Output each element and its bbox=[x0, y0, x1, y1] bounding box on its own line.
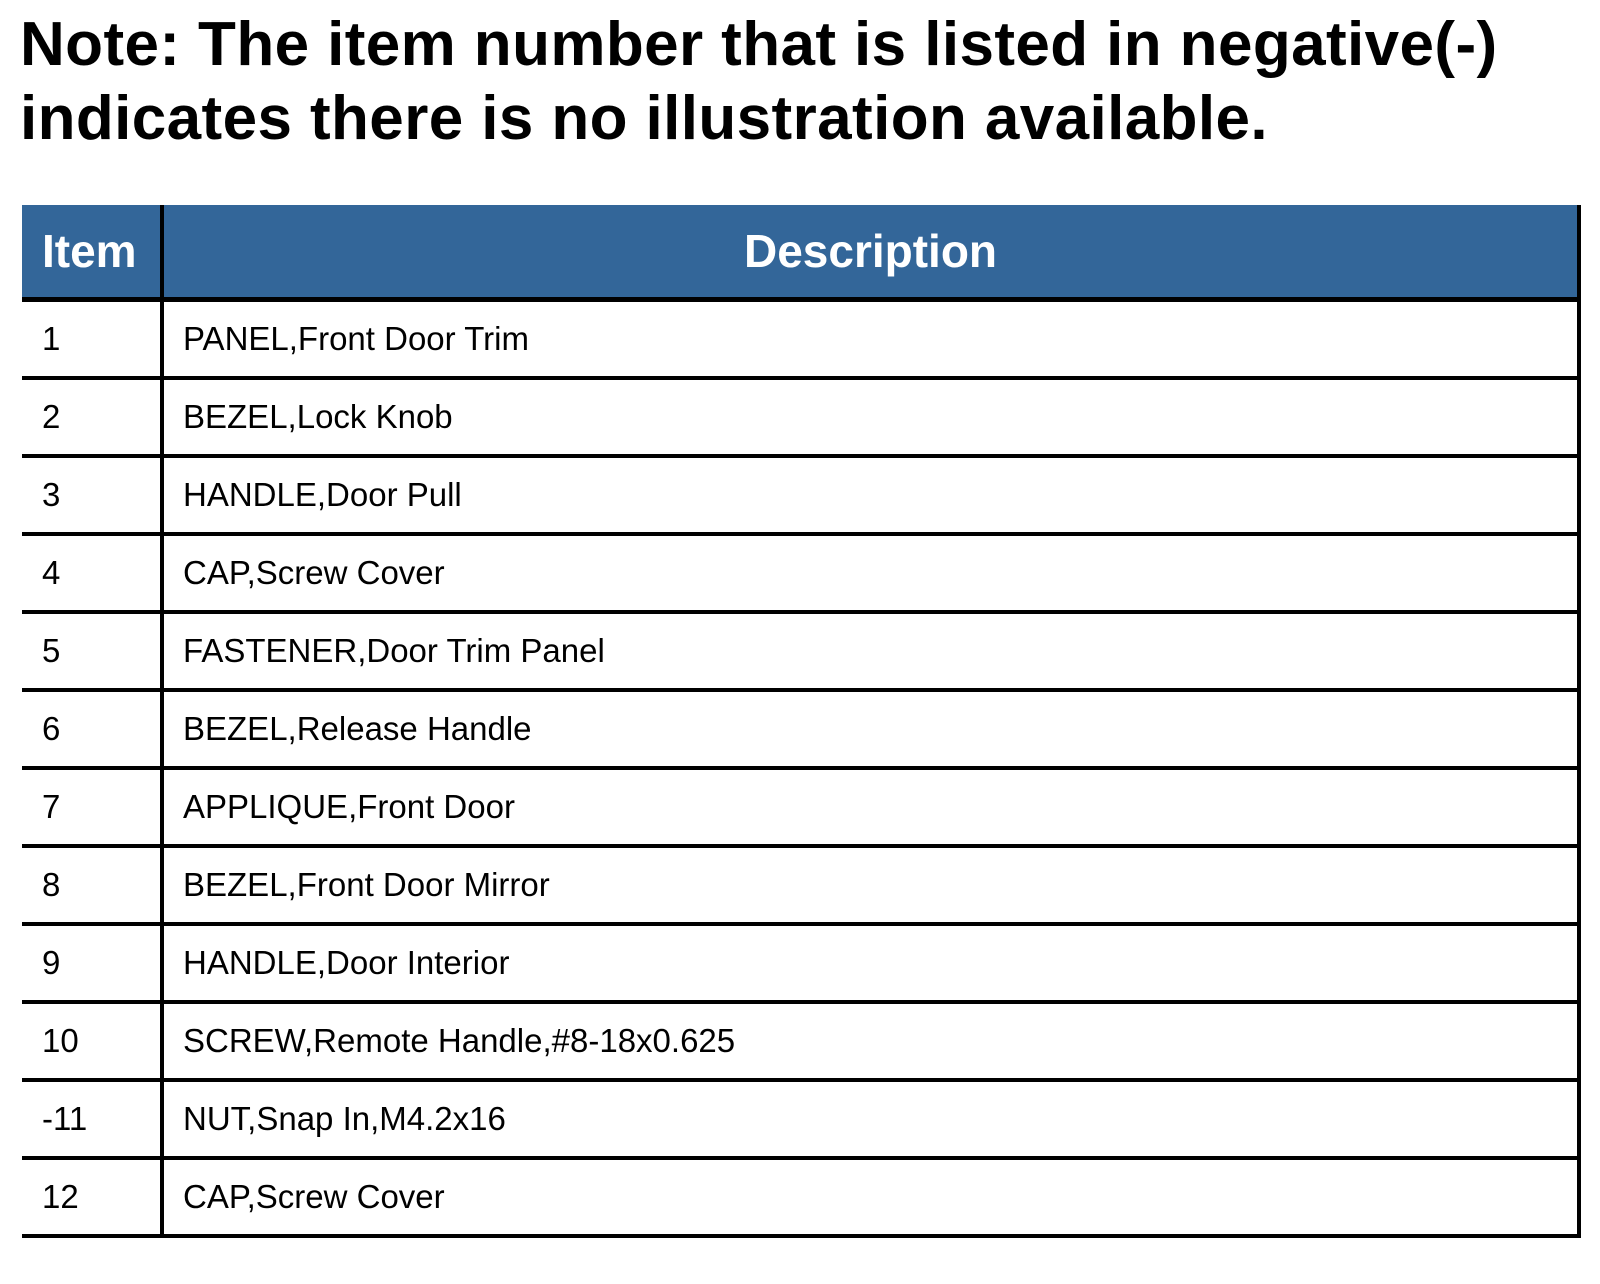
table-row bbox=[22, 846, 1579, 924]
item-description: HANDLE,Door Pull bbox=[162, 456, 1579, 534]
table-row bbox=[22, 1002, 1579, 1080]
item-description: BEZEL,Front Door Mirror bbox=[162, 846, 1579, 924]
item-number: 12 bbox=[22, 1158, 162, 1236]
table-header bbox=[22, 205, 1579, 300]
item-description: CAP,Screw Cover bbox=[162, 1158, 1579, 1236]
table-row bbox=[22, 300, 1579, 379]
table-row bbox=[22, 534, 1579, 612]
item-description: NUT,Snap In,M4.2x16 bbox=[162, 1080, 1579, 1158]
item-number: 1 bbox=[22, 300, 162, 379]
item-number: 8 bbox=[22, 846, 162, 924]
header-row bbox=[22, 205, 1579, 300]
table-row bbox=[22, 690, 1579, 768]
note-heading bbox=[20, 8, 1580, 156]
table-row bbox=[22, 924, 1579, 1002]
note-line-1: Note: The item number that is listed in negative(-) bbox=[20, 10, 1498, 79]
item-description: APPLIQUE,Front Door bbox=[162, 768, 1579, 846]
column-header-description: Description bbox=[162, 205, 1579, 300]
table-body bbox=[22, 300, 1579, 1237]
table-row bbox=[22, 612, 1579, 690]
table-row bbox=[22, 378, 1579, 456]
item-number: 2 bbox=[22, 378, 162, 456]
item-number: 9 bbox=[22, 924, 162, 1002]
item-description: BEZEL,Release Handle bbox=[162, 690, 1579, 768]
item-number: 7 bbox=[22, 768, 162, 846]
item-number: 5 bbox=[22, 612, 162, 690]
item-number: 4 bbox=[22, 534, 162, 612]
note-line-2: indicates there is no illustration available. bbox=[20, 84, 1269, 153]
item-description: BEZEL,Lock Knob bbox=[162, 378, 1579, 456]
column-header-item: Item bbox=[22, 205, 162, 300]
table-row bbox=[22, 768, 1579, 846]
table-row bbox=[22, 1158, 1579, 1236]
item-number: 10 bbox=[22, 1002, 162, 1080]
item-description: HANDLE,Door Interior bbox=[162, 924, 1579, 1002]
item-description: FASTENER,Door Trim Panel bbox=[162, 612, 1579, 690]
item-description: PANEL,Front Door Trim bbox=[162, 300, 1579, 379]
item-description: SCREW,Remote Handle,#8-18x0.625 bbox=[162, 1002, 1579, 1080]
table-row bbox=[22, 456, 1579, 534]
item-description: CAP,Screw Cover bbox=[162, 534, 1579, 612]
parts-table bbox=[22, 205, 1581, 1238]
item-number: -11 bbox=[22, 1080, 162, 1158]
table-row bbox=[22, 1080, 1579, 1158]
item-number: 3 bbox=[22, 456, 162, 534]
item-number: 6 bbox=[22, 690, 162, 768]
